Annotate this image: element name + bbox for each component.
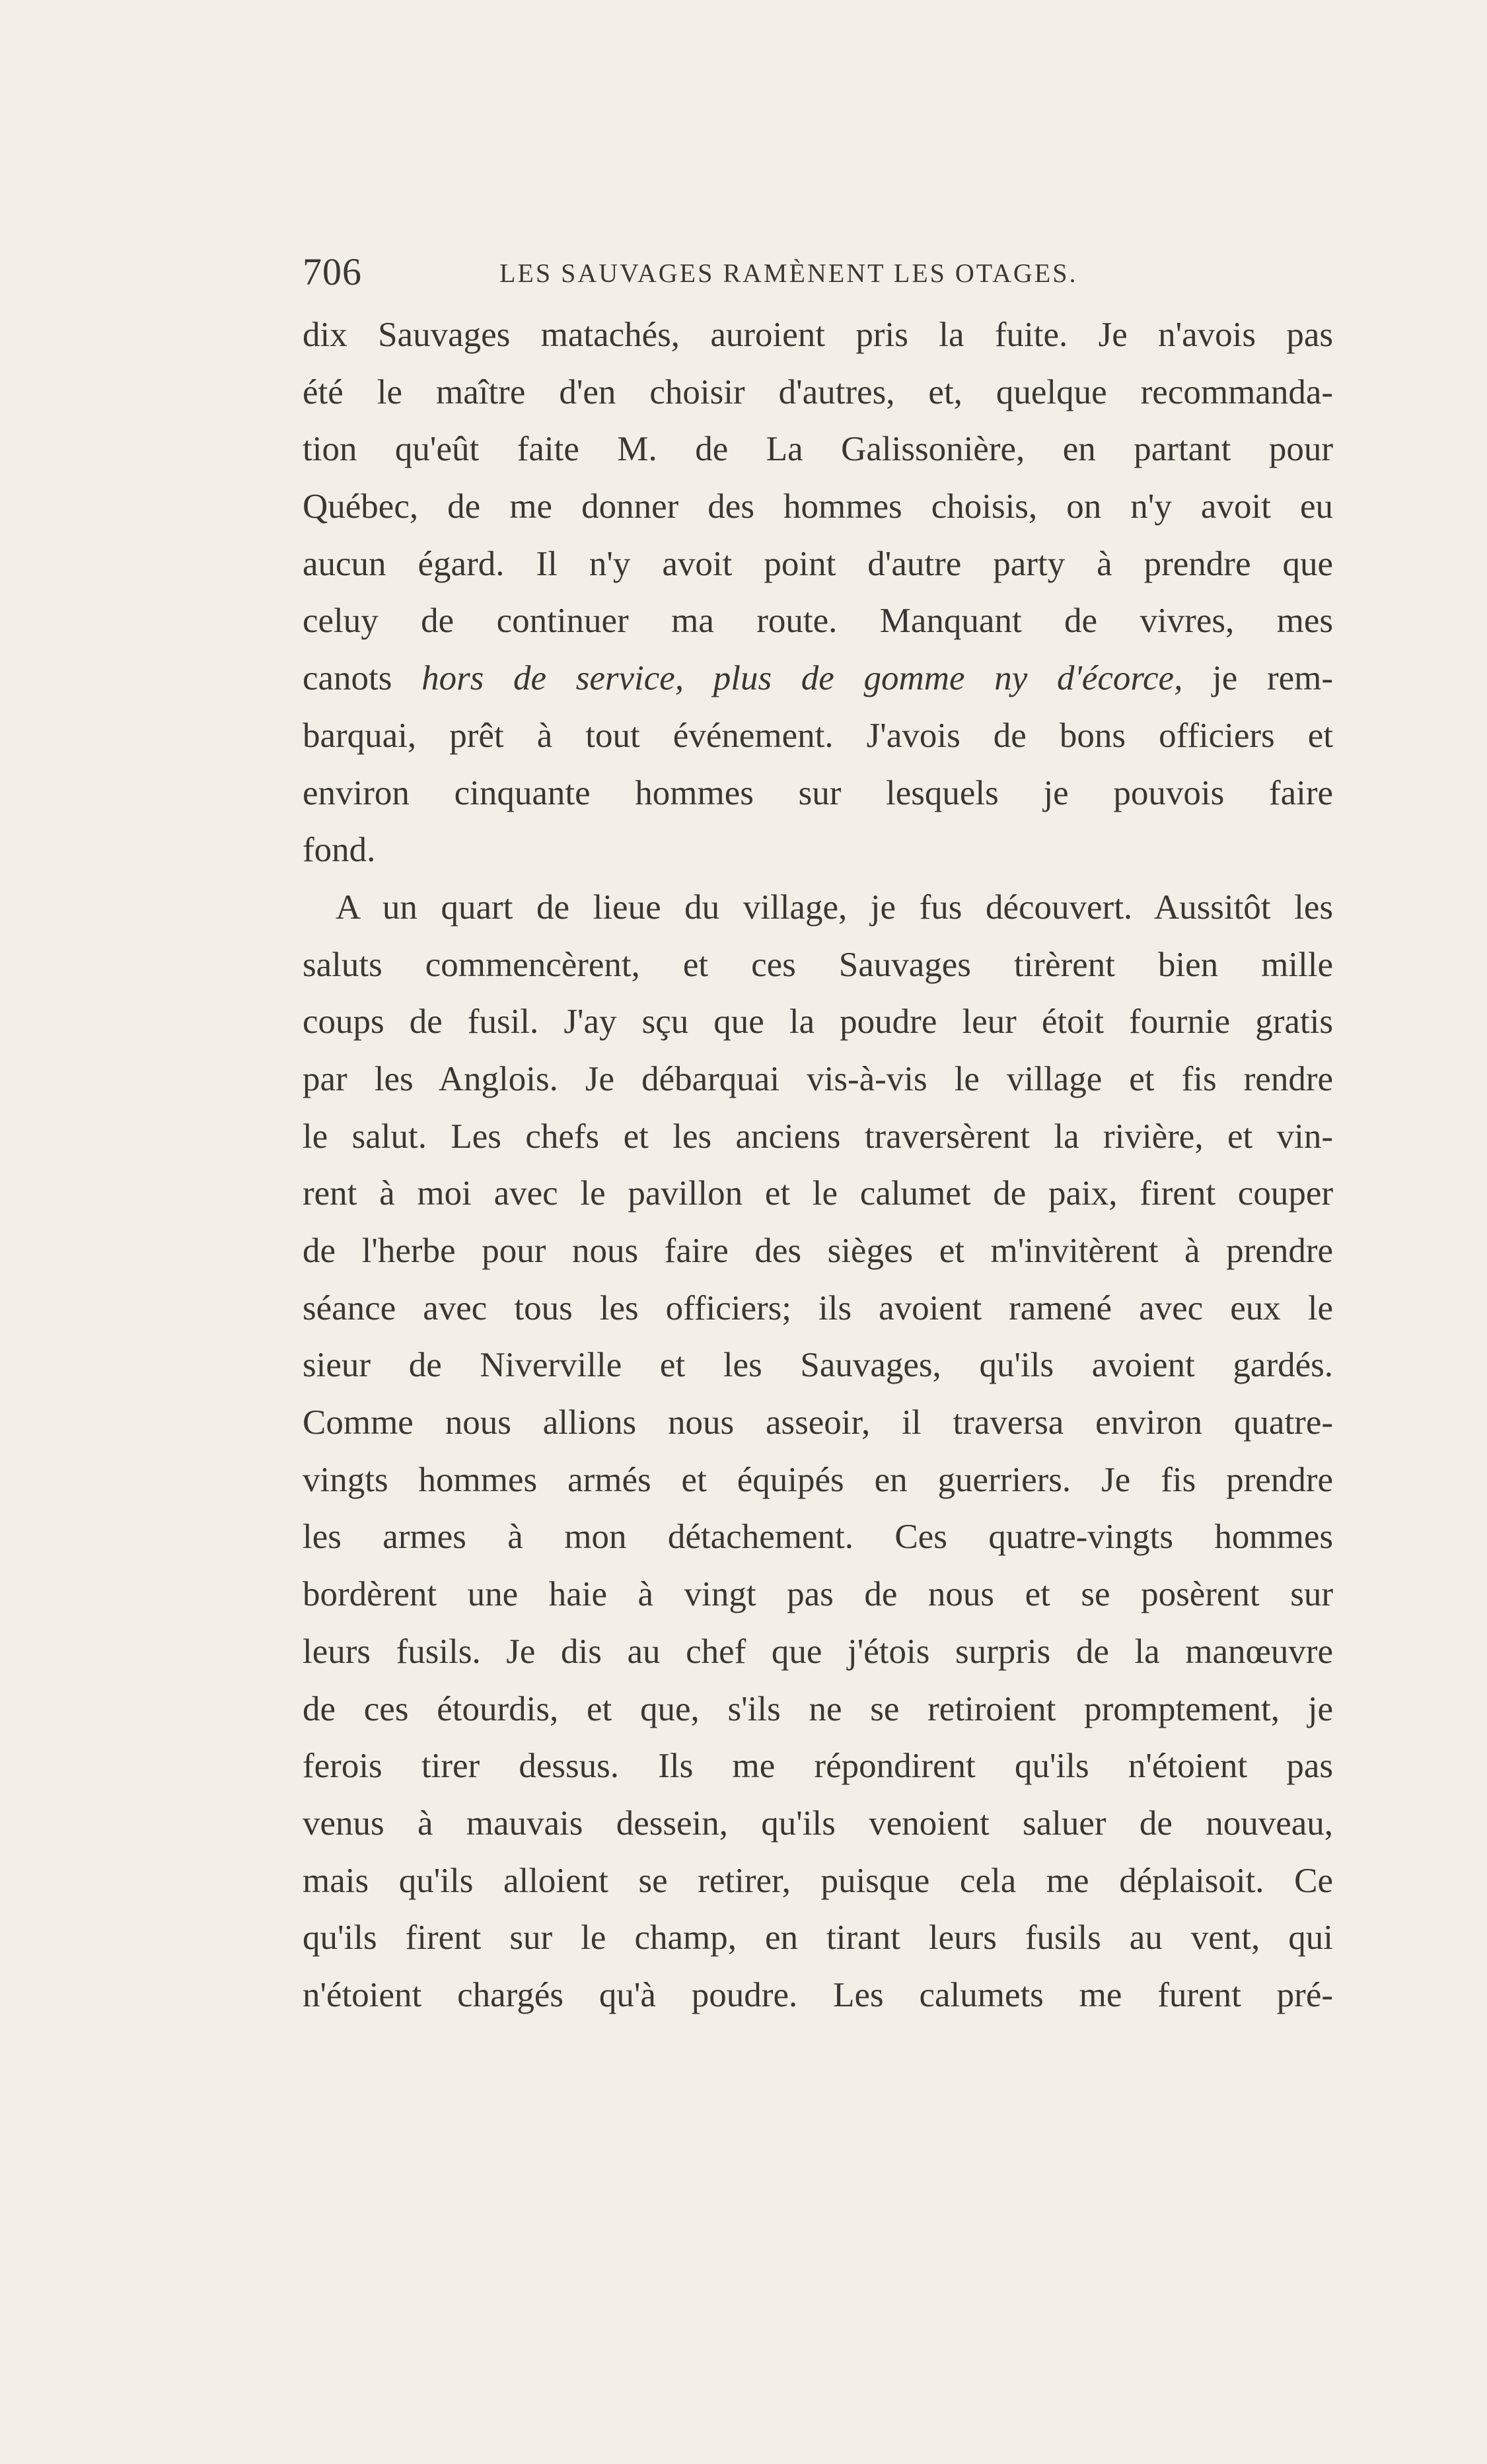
text-line: venus à mauvais dessein, qu'ils venoient saluer de nouveau, [303,1804,1333,1843]
text-line: Comme nous allions nous asseoir, il traversa environ quatre- [303,1403,1333,1442]
text-line: celuy de continuer ma route. Manquant de vivres, mes [303,602,1333,641]
text-line: de l'herbe pour nous faire des sièges et m'invitèrent à prendre [303,1232,1333,1270]
text-line: aucun égard. Il n'y avoit point d'autre party à prendre que [303,544,1333,583]
text-line: bordèrent une haie à vingt pas de nous et se posèrent sur [303,1575,1333,1614]
text-line: coups de fusil. J'ay sçu que la poudre leur étoit fournie gratis [303,1003,1333,1041]
text-line: de ces étourdis, et que, s'ils ne se retiroient promptement, je [303,1689,1333,1728]
text-segment: je rem- [1182,659,1333,698]
text-line: été le maître d'en choisir d'autres, et, quelque recommanda- [303,372,1333,411]
text-line: environ cinquante hommes sur lesquels je pouvois faire [303,773,1333,812]
text-line-with-italic [303,650,1333,707]
text-line: ferois tirer dessus. Ils me répondirent qu'ils n'étoient pas [303,1747,1333,1786]
text-line: Québec, de me donner des hommes choisis, on n'y avoit eu [303,487,1333,526]
text-line: par les Anglois. Je débarquai vis-à-vis le village et fis rendre [303,1059,1333,1098]
text-line: mais qu'ils alloient se retirer, puisque cela me déplaisoit. Ce [303,1861,1333,1900]
page-header [303,246,1333,299]
text-line: sieur de Niverville et les Sauvages, qu'ils avoient gardés. [303,1346,1333,1385]
text-line: les armes à mon détachement. Ces quatre-vingts hommes [303,1518,1333,1557]
text-segment: canots [303,659,422,698]
italic-phrase: hors de service, plus de gomme ny d'écorce, [421,659,1183,698]
running-head: LES SAUVAGES RAMÈNENT LES OTAGES. [499,258,1078,288]
text-line-paragraph-end: fond. [303,831,376,870]
text-line: séance avec tous les officiers; ils avoient ramené avec eux le [303,1288,1333,1327]
text-line: barquai, prêt à tout événement. J'avois de bons officiers et [303,716,1333,755]
text-line: saluts commencèrent, et ces Sauvages tirèrent bien mille [303,945,1333,984]
text-line: leurs fusils. Je dis au chef que j'étois surpris de la manœuvre [303,1632,1333,1671]
text-line-paragraph-start: A un quart de lieue du village, je fus découvert. Aussitôt les [336,888,1333,927]
text-line: rent à moi avec le pavillon et le calumet de paix, firent couper [303,1174,1333,1213]
text-line: dix Sauvages matachés, auroient pris la fuite. Je n'avois pas [303,316,1333,354]
text-line: vingts hommes armés et équipés en guerriers. Je fis prendre [303,1460,1333,1499]
text-line: tion qu'eût faite M. de La Galissonière, en partant pour [303,430,1333,469]
text-line: qu'ils firent sur le champ, en tirant leurs fusils au vent, qui [303,1918,1333,1957]
page-number: 706 [303,250,362,293]
text-line: le salut. Les chefs et les anciens traversèrent la rivière, et vin- [303,1117,1333,1156]
body-text [303,306,1333,2024]
text-line: n'étoient chargés qu'à poudre. Les calumets me furent pré- [303,1975,1333,2014]
